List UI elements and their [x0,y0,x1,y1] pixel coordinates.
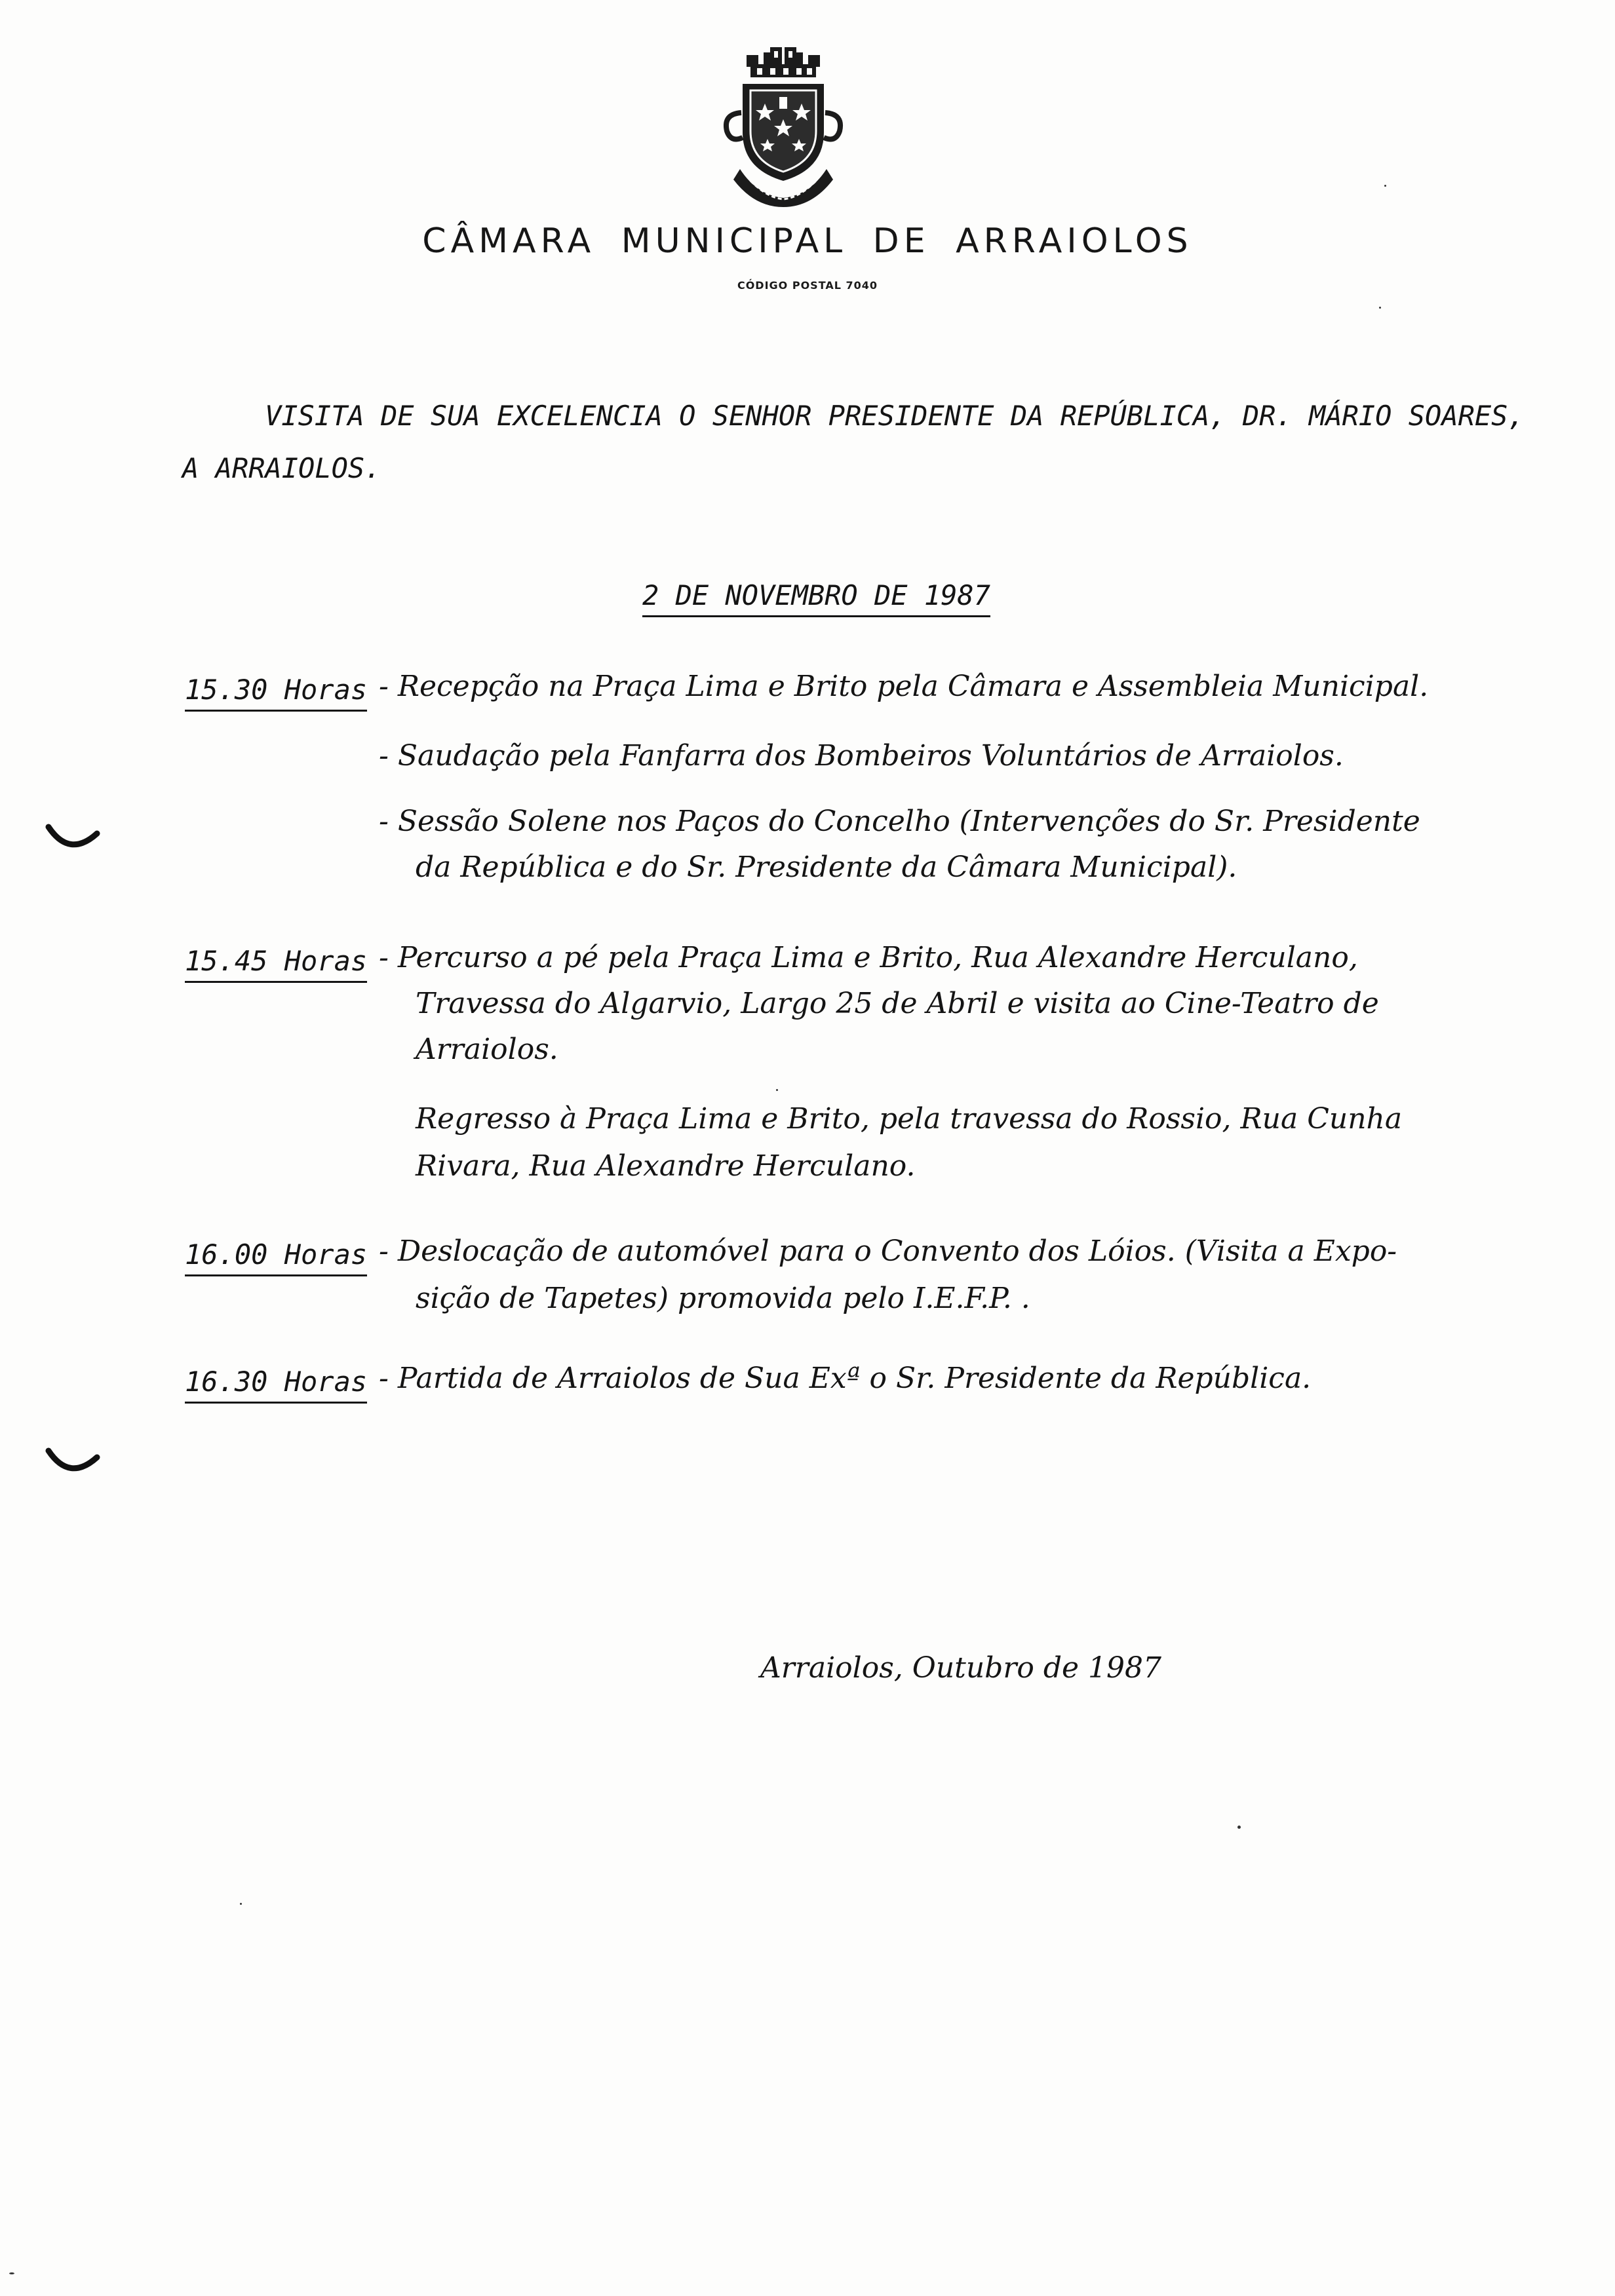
schedule-item-line: Regresso à Praça Lima e Brito, pela travessa do Rossio, Rua Cunha [416,1102,1403,1136]
schedule-item-line: da República e do Sr. Presidente da Câmara Municipal). [416,851,1237,884]
schedule-item-line: - Percurso a pé pela Praça Lima e Brito, Rua Alexandre Herculano, [379,941,1358,974]
schedule-item-line: - Partida de Arraiolos de Sua Exª o Sr. Presidente da República. [379,1362,1312,1395]
subject-line-2: A ARRAIOLOS. [182,452,381,484]
binder-hole-mark [43,822,102,861]
organization-name: CÂMARA MUNICIPAL DE ARRAIOLOS [422,221,1193,261]
schedule-item-line: Arraiolos. [416,1033,558,1066]
schedule-item-line: - Deslocação de automóvel para o Convento dos Lóios. (Visita a Expo- [379,1234,1397,1268]
schedule-item-line: - Saudação pela Fanfarra dos Bombeiros Voluntários de Arraiolos. [379,739,1344,773]
schedule-time: 15.30 Horas [185,674,367,712]
scan-speck [240,1903,242,1905]
scan-speck [9,2272,14,2274]
subject-line-1: VISITA DE SUA EXCELENCIA O SENHOR PRESIDENTE DA REPÚBLICA, DR. MÁRIO SOARES, [265,400,1525,432]
schedule-time: 15.45 Horas [185,945,367,983]
schedule-item-line: - Sessão Solene nos Paços do Concelho (Intervenções do Sr. Presidente [379,805,1420,838]
schedule-item-line: - Recepção na Praça Lima e Brito pela Câmara e Assembleia Municipal. [379,670,1429,703]
schedule-time: 16.00 Horas [185,1238,367,1276]
closing-place-date: Arraiolos, Outubro de 1987 [760,1651,1162,1685]
date-heading: 2 DE NOVEMBRO DE 1987 [642,579,990,617]
scan-speck [1237,1826,1241,1829]
binder-hole-mark [43,1445,102,1485]
municipal-coat-of-arms-icon [705,41,862,208]
postal-code: CÓDIGO POSTAL 7040 [737,279,878,292]
scan-speck [776,1089,778,1091]
schedule-item-line: Travessa do Algarvio, Largo 25 de Abril e visita ao Cine-Teatro de [416,987,1379,1020]
scan-speck [1379,307,1381,309]
schedule-item-line: sição de Tapetes) promovida pelo I.E.F.P. . [416,1282,1030,1315]
schedule-time: 16.30 Horas [185,1366,367,1404]
scan-speck [1384,185,1386,187]
schedule-item-line: Rivara, Rua Alexandre Herculano. [416,1149,916,1183]
